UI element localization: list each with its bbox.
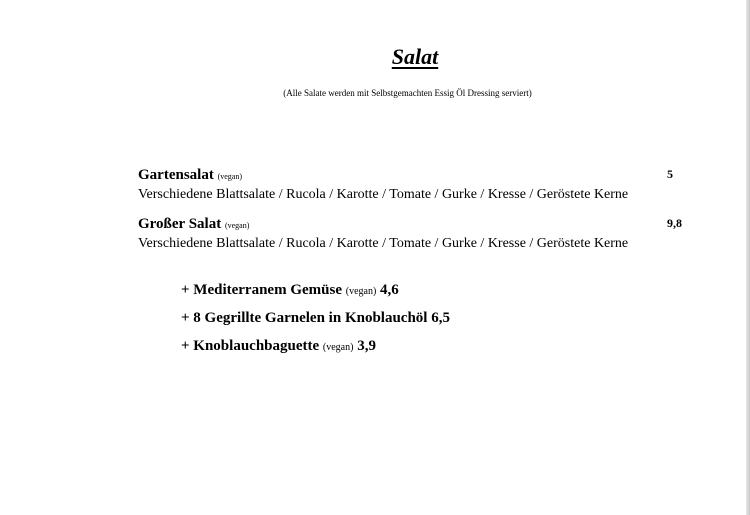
vegan-tag: (vegan) bbox=[345, 286, 377, 297]
vegan-tag: (vegan) bbox=[217, 172, 243, 181]
vegan-tag: (vegan) bbox=[224, 221, 250, 230]
menu-item-grosser-salat bbox=[138, 215, 698, 252]
extra-name: + 8 Gegrillte Garnelen in Knoblauchöl bbox=[181, 310, 428, 326]
page-title: Salat bbox=[391, 44, 439, 69]
item-name: Gartensalat bbox=[138, 167, 214, 183]
menu-subtitle: (Alle Salate werden mit Selbstgemachten Essig Öl Dressing serviert) bbox=[283, 88, 532, 98]
extra-price: 3,9 bbox=[357, 338, 376, 354]
item-price: 9,8 bbox=[667, 216, 682, 230]
extra-mediterranes-gemuese bbox=[181, 282, 399, 299]
extra-gegrillte-garnelen bbox=[181, 310, 450, 327]
vegan-tag: (vegan) bbox=[322, 342, 354, 353]
extra-knoblauchbaguette bbox=[181, 338, 376, 355]
item-description: Verschiedene Blattsalate / Rucola / Karotte / Tomate / Gurke / Kresse / Geröstete Kerne bbox=[138, 187, 629, 202]
extra-name: + Knoblauchbaguette bbox=[181, 338, 320, 354]
item-name: Großer Salat bbox=[138, 216, 222, 232]
item-description: Verschiedene Blattsalate / Rucola / Karotte / Tomate / Gurke / Kresse / Geröstete Kerne bbox=[138, 236, 629, 251]
page-edge-shadow bbox=[746, 0, 750, 515]
extra-price: 4,6 bbox=[380, 282, 399, 298]
menu-item-gartensalat bbox=[138, 166, 698, 203]
item-price: 5 bbox=[667, 167, 673, 181]
extra-price: 6,5 bbox=[431, 310, 450, 326]
extra-name: + Mediterranem Gemüse bbox=[181, 282, 342, 298]
